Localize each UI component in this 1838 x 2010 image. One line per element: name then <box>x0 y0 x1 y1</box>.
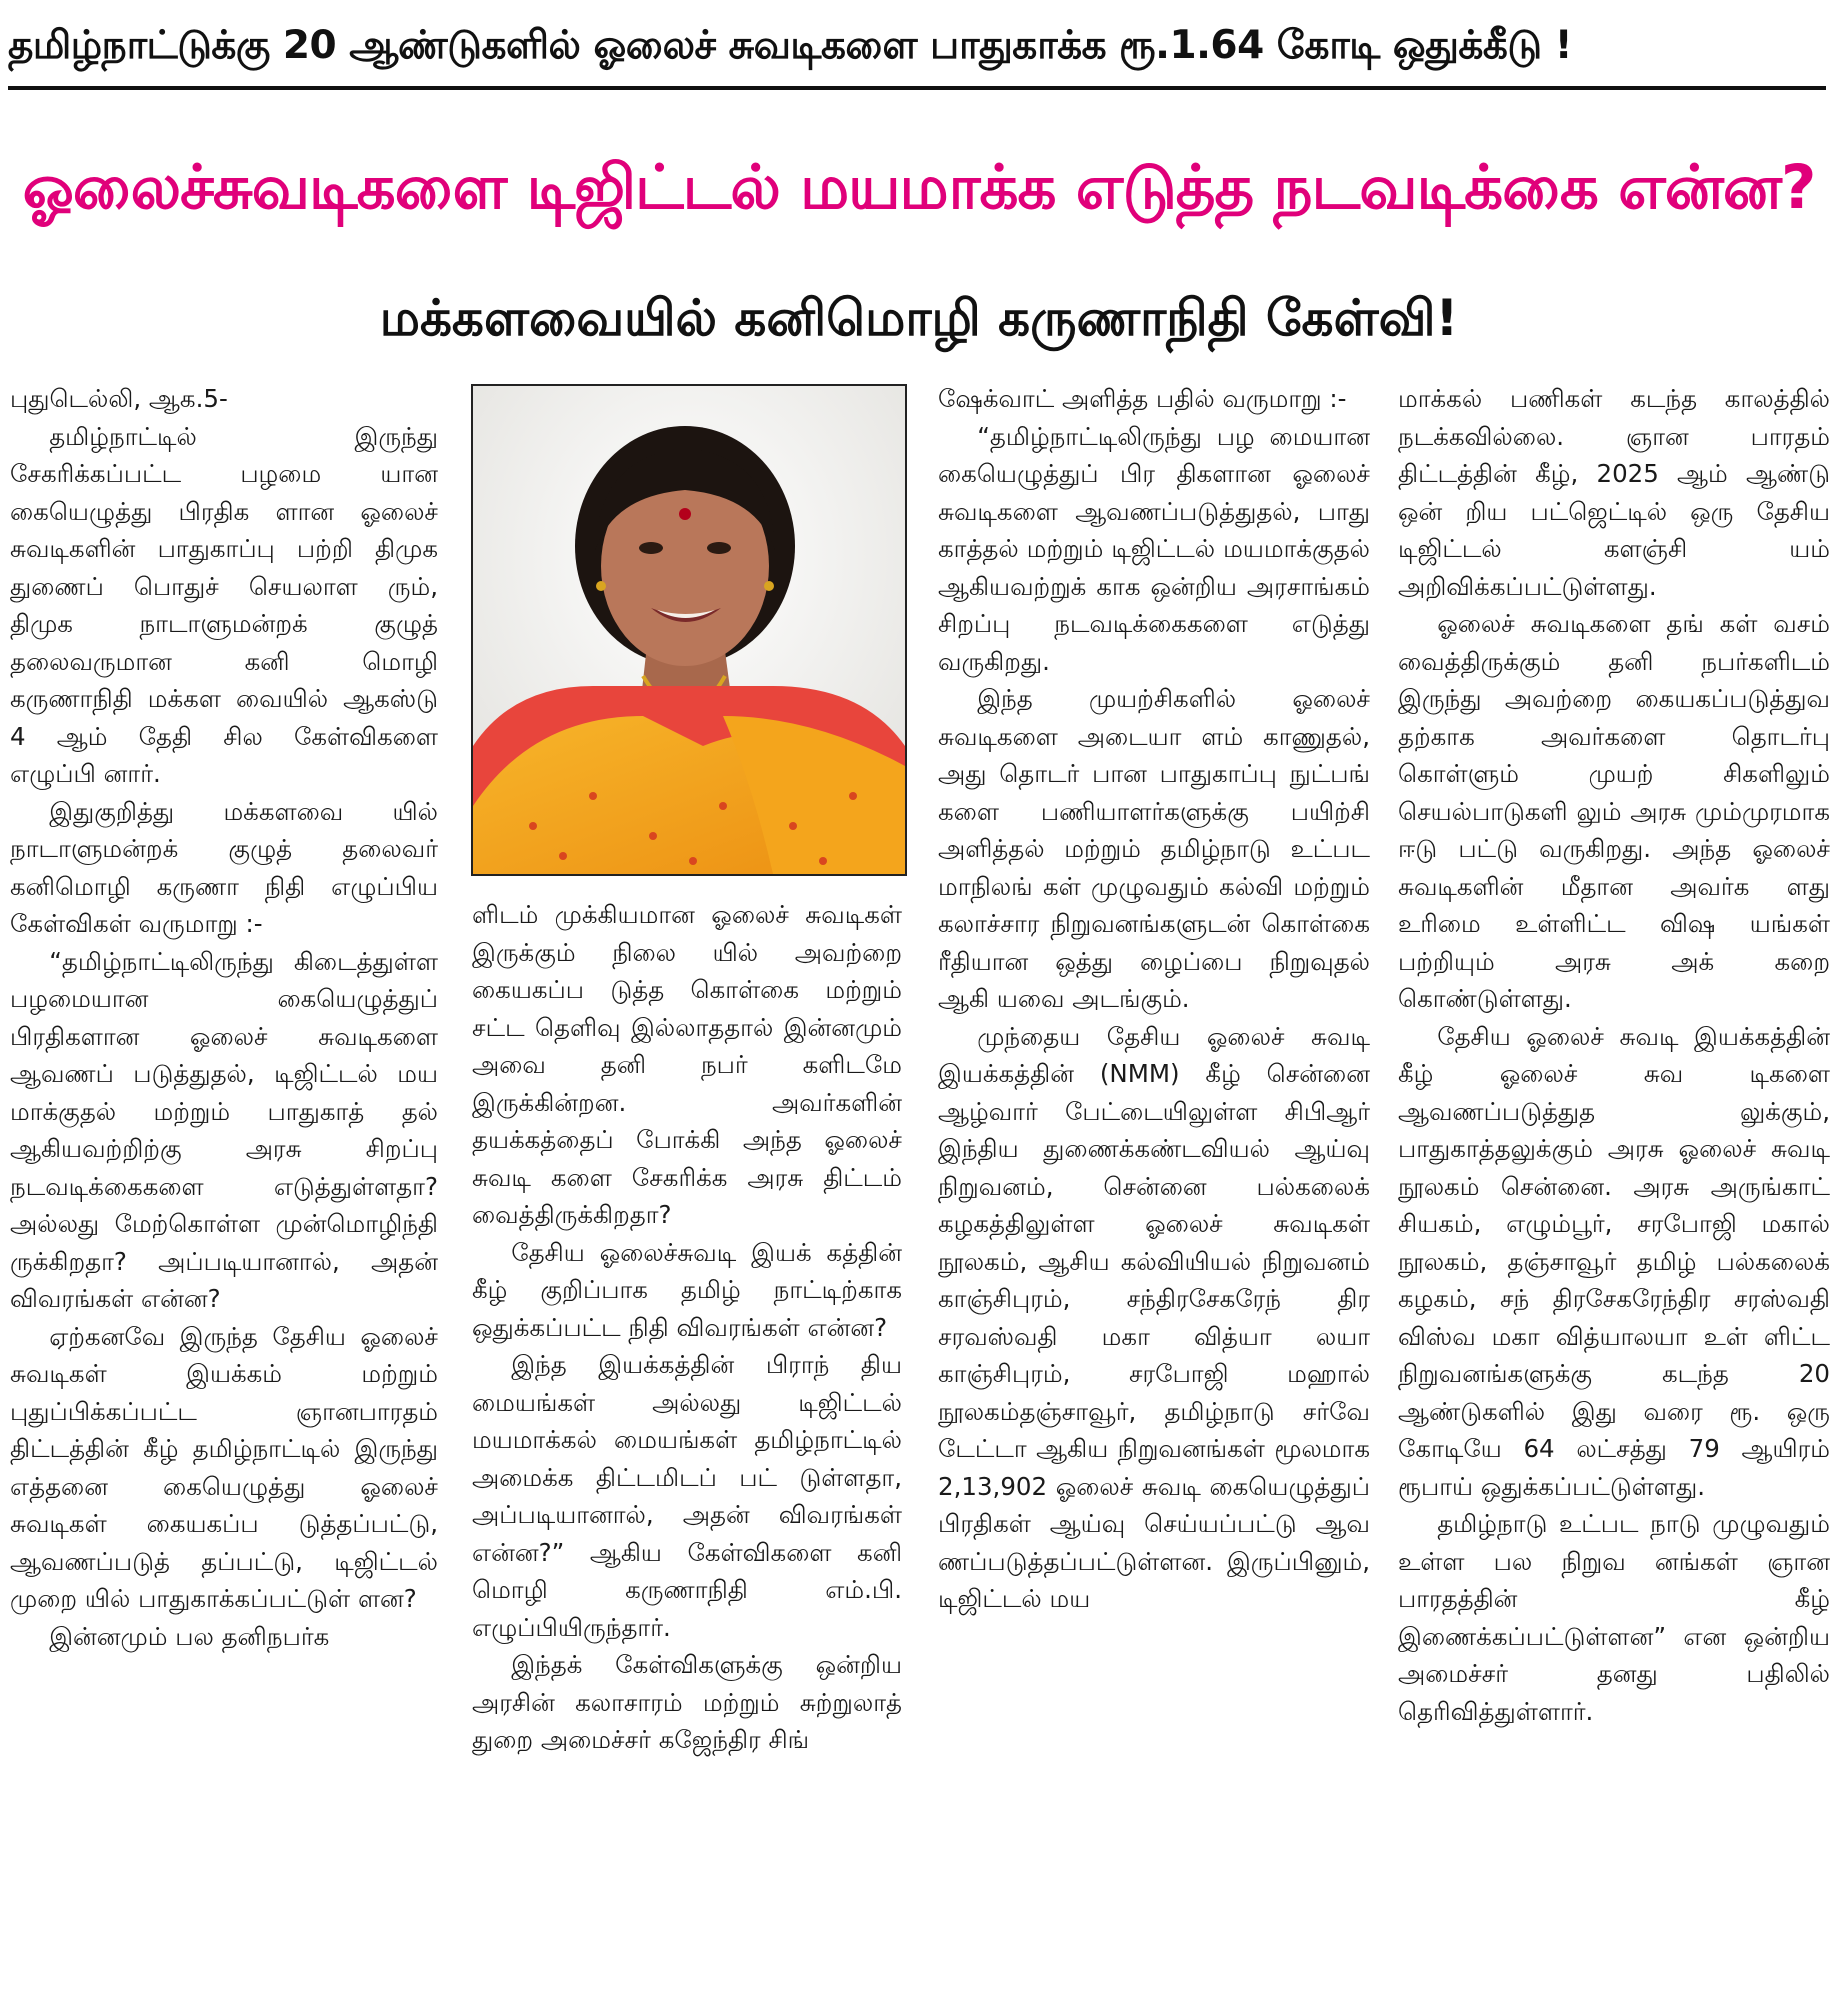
paragraph: இந்த முயற்சிகளில் ஓலைச் சுவடிகளை அடையா ளம் காணுதல், அது தொடர் பான பாதுகாப்பு நுட்பங் களை பணியாளர்களுக்கு பயிற்சி அளித்தல் மற்றும் தமிழ்நாடு உட்பட மாநிலங் கள் முழுவதும் கல்வி மற்றும் கலாச்சார நிறுவனங்களுடன் கொள்கை ரீதியான ஒத்து ழைப்பை நிறுவுதல் ஆகி யவை அடங்கும். <box>938 684 1370 1013</box>
dateline: புதுடெல்லி, ஆக.5- <box>10 384 228 413</box>
paragraph: இந்த இயக்கத்தின் பிராந் திய மையங்கள் அல்லது டிஜிட்டல் மயமாக்கல் மையங்கள் தமிழ்நாட்டில் அமைக்க திட்டமிடப் பட் டுள்ளதா, அப்படியானால், அதன் விவரங்கள் என்ன?” ஆகிய கேள்விகளை கனி மொழி கருணாநிதி எம்.பி. எழுப்பியிருந்தார். <box>472 1350 902 1642</box>
main-headline: ஓலைச்சுவடிகளை டிஜிட்டல் மயமாக்க எடுத்த நடவடிக்கை என்ன? <box>22 152 1816 223</box>
paragraph: ஷேக்வாட் அளித்த பதில் வருமாறு :- <box>938 384 1347 413</box>
paragraph: ளிடம் முக்கியமான ஓலைச் சுவடிகள் இருக்கும் நிலை யில் அவற்றை கையகப்ப டுத்த கொள்கை மற்றும் சட்ட தெளிவு இல்லாததால் இன்னமும் அவை தனி நபர் களிடமே இருக்கின்றன. அவர்களின் தயக்கத்தைப் போக்கி அந்த ஓலைச் சுவடி களை சேகரிக்க அரசு திட்டம் வைத்திருக்கிறதா? <box>472 900 902 1229</box>
article-column-2 <box>472 896 902 2000</box>
paragraph: ஏற்கனவே இருந்த தேசிய ஓலைச் சுவடிகள் இயக்கம் மற்றும் புதுப்பிக்கப்பட்ட ஞானபாரதம் திட்டத்தின் கீழ் தமிழ்நாட்டில் இருந்து எத்தனை கையெழுத்து ஓலைச் சுவடிகள் கையகப்ப டுத்தப்பட்டு, ஆவணப்படுத் தப்பட்டு, டிஜிட்டல் முறை யில் பாதுகாக்கப்பட்டுள் ளன? <box>10 1321 438 1613</box>
paragraph: தேசிய ஓலைச் சுவடி இயக்கத்தின் கீழ் ஓலைச் சுவ டிகளை ஆவணப்படுத்துத லுக்கும், பாதுகாத்தலுக்கும் அரசு ஓலைச் சுவடி நூலகம் சென்னை. அரசு அருங்காட் சியகம், எழும்பூர், சரபோஜி மகால் நூலகம், தஞ்சாவூர் தமிழ் பல்கலைக் கழகம், சந் திரசேகரேந்திர சரஸ்வதி விஸ்வ மகா வித்யாலயா உள் ளிட்ட நிறுவனங்களுக்கு கடந்த 20 ஆண்டுகளில் இது வரை ரூ. ஒரு கோடியே 64 லட்சத்து 79 ஆயிரம் ரூபாய் ஒதுக்கப்பட்டுள்ளது. <box>1398 1021 1830 1501</box>
article-column-1 <box>10 380 438 2000</box>
paragraph: இந்தக் கேள்விகளுக்கு ஒன்றிய அரசின் கலாசாரம் மற்றும் சுற்றுலாத் துறை அமைச்சர் கஜேந்திர சிங் <box>472 1650 902 1754</box>
paragraph: இன்னமும் பல தனிநபர்க <box>49 1621 330 1651</box>
kicker-rule <box>8 86 1826 90</box>
paragraph: இதுகுறித்து மக்களவை யில் நாடாளுமன்றக் குழுத் தலைவர் கனிமொழி கருணா நிதி எழுப்பிய கேள்விகள் வருமாறு :- <box>10 796 438 938</box>
paragraph: தேசிய ஓலைச்சுவடி இயக் கத்தின் கீழ் குறிப்பாக தமிழ் நாட்டிற்காக ஒதுக்கப்பட்ட நிதி விவரங்கள் என்ன? <box>472 1237 902 1342</box>
paragraph: தமிழ்நாடு உட்பட நாடு முழுவதும் உள்ள பல நிறுவ னங்கள் ஞான பாரதத்தின் கீழ் இணைக்கப்பட்டுள்ளன” என ஒன்றிய அமைச்சர் தனது பதிலில் தெரிவித்துள்ளார். <box>1398 1509 1830 1726</box>
subheadline: மக்களவையில் கனிமொழி கருணாநிதி கேள்வி! <box>379 289 1459 347</box>
portrait-photo <box>471 384 907 876</box>
paragraph: தமிழ்நாட்டில் இருந்து சேகரிக்கப்பட்ட பழமை யான கையெழுத்து பிரதிக ளான ஓலைச் சுவடிகளின் பாதுகாப்பு பற்றி திமுக துணைப் பொதுச் செயலாள ரும், திமுக நாடாளுமன்றக் குழுத் தலைவருமான கனி மொழி கருணாநிதி மக்கள வையில் ஆகஸ்டு 4 ஆம் தேதி சில கேள்விகளை எழுப்பி னார். <box>10 421 438 788</box>
kicker-headline: தமிழ்நாட்டுக்கு 20 ஆண்டுகளில் ஓலைச் சுவடிகளை பாதுகாக்க ரூ.1.64 கோடி ஒதுக்கீடு ! <box>8 23 1572 68</box>
article-column-4 <box>1398 380 1830 2000</box>
paragraph: மாக்கல் பணிகள் கடந்த காலத்தில் நடக்கவில்லை. ஞான பாரதம் திட்டத்தின் கீழ், 2025 ஆம் ஆண்டு ஒன் றிய பட்ஜெட்டில் ஒரு தேசிய டிஜிட்டல் களஞ்சி யம் அறிவிக்கப்பட்டுள்ளது. <box>1398 384 1830 601</box>
article-column-3 <box>938 380 1370 2000</box>
paragraph: “தமிழ்நாட்டிலிருந்து பழ மையான கையெழுத்துப் பிர திகளான ஓலைச் சுவடிகளை ஆவணப்படுத்துதல், பாது காத்தல் மற்றும் டிஜிட்டல் மயமாக்குதல் ஆகியவற்றுக் காக ஒன்றிய அரசாங்கம் சிறப்பு நடவடிக்கைகளை எடுத்து வருகிறது. <box>938 421 1370 676</box>
paragraph: முந்தைய தேசிய ஓலைச் சுவடி இயக்கத்தின் (NMM) கீழ் சென்னை ஆழ்வார் பேட்டையிலுள்ள சிபிஆர் இந்திய துணைக்கண்டவியல் ஆய்வு நிறுவனம், சென்னை பல்கலைக் கழகத்திலுள்ள ஓலைச் சுவடிகள் நூலகம், ஆசிய கல்வியியல் நிறுவனம் காஞ்சிபுரம், சந்திரசேகரேந் திர சரவஸ்வதி மகா வித்யா லயா காஞ்சிபுரம், சரபோஜி மஹால் நூலகம்தஞ்சாவூர், தமிழ்நாடு சர்வே டேட்டா ஆகிய நிறுவனங்கள் மூலமாக 2,13,902 ஓலைச் சுவடி கையெழுத்துப் பிரதிகள் ஆய்வு செய்யப்பட்டு ஆவ ணப்படுத்தப்பட்டுள்ளன. இருப்பினும், டிஜிட்டல் மய <box>938 1021 1370 1613</box>
portrait-illustration <box>473 386 905 874</box>
paragraph: “தமிழ்நாட்டிலிருந்து கிடைத்துள்ள பழமையான கையெழுத்துப் பிரதிகளான ஓலைச் சுவடிகளை ஆவணப் படுத்துதல், டிஜிட்டல் மய மாக்குதல் மற்றும் பாதுகாத் தல் ஆகியவற்றிற்கு அரசு சிறப்பு நடவடிக்கைகளை எடுத்துள்ளதா? அல்லது மேற்கொள்ள முன்மொழிந்தி ருக்கிறதா? அப்படியானால், அதன் விவரங்கள் என்ன? <box>10 946 438 1313</box>
paragraph: ஓலைச் சுவடிகளை தங் கள் வசம் வைத்திருக்கும் தனி நபர்களிடம் இருந்து அவற்றை கையகப்படுத்துவ தற்காக அவர்களை தொடர்பு கொள்ளும் முயற் சிகளிலும் செயல்பாடுகளி லும் அரசு மும்முரமாக ஈடு பட்டு வருகிறது. அந்த ஓலைச் சுவடிகளின் மீதான அவர்க ளது உரிமை உள்ளிட்ட விஷ யங்கள் பற்றியும் அரசு அக் கறை கொண்டுள்ளது. <box>1398 609 1830 1013</box>
